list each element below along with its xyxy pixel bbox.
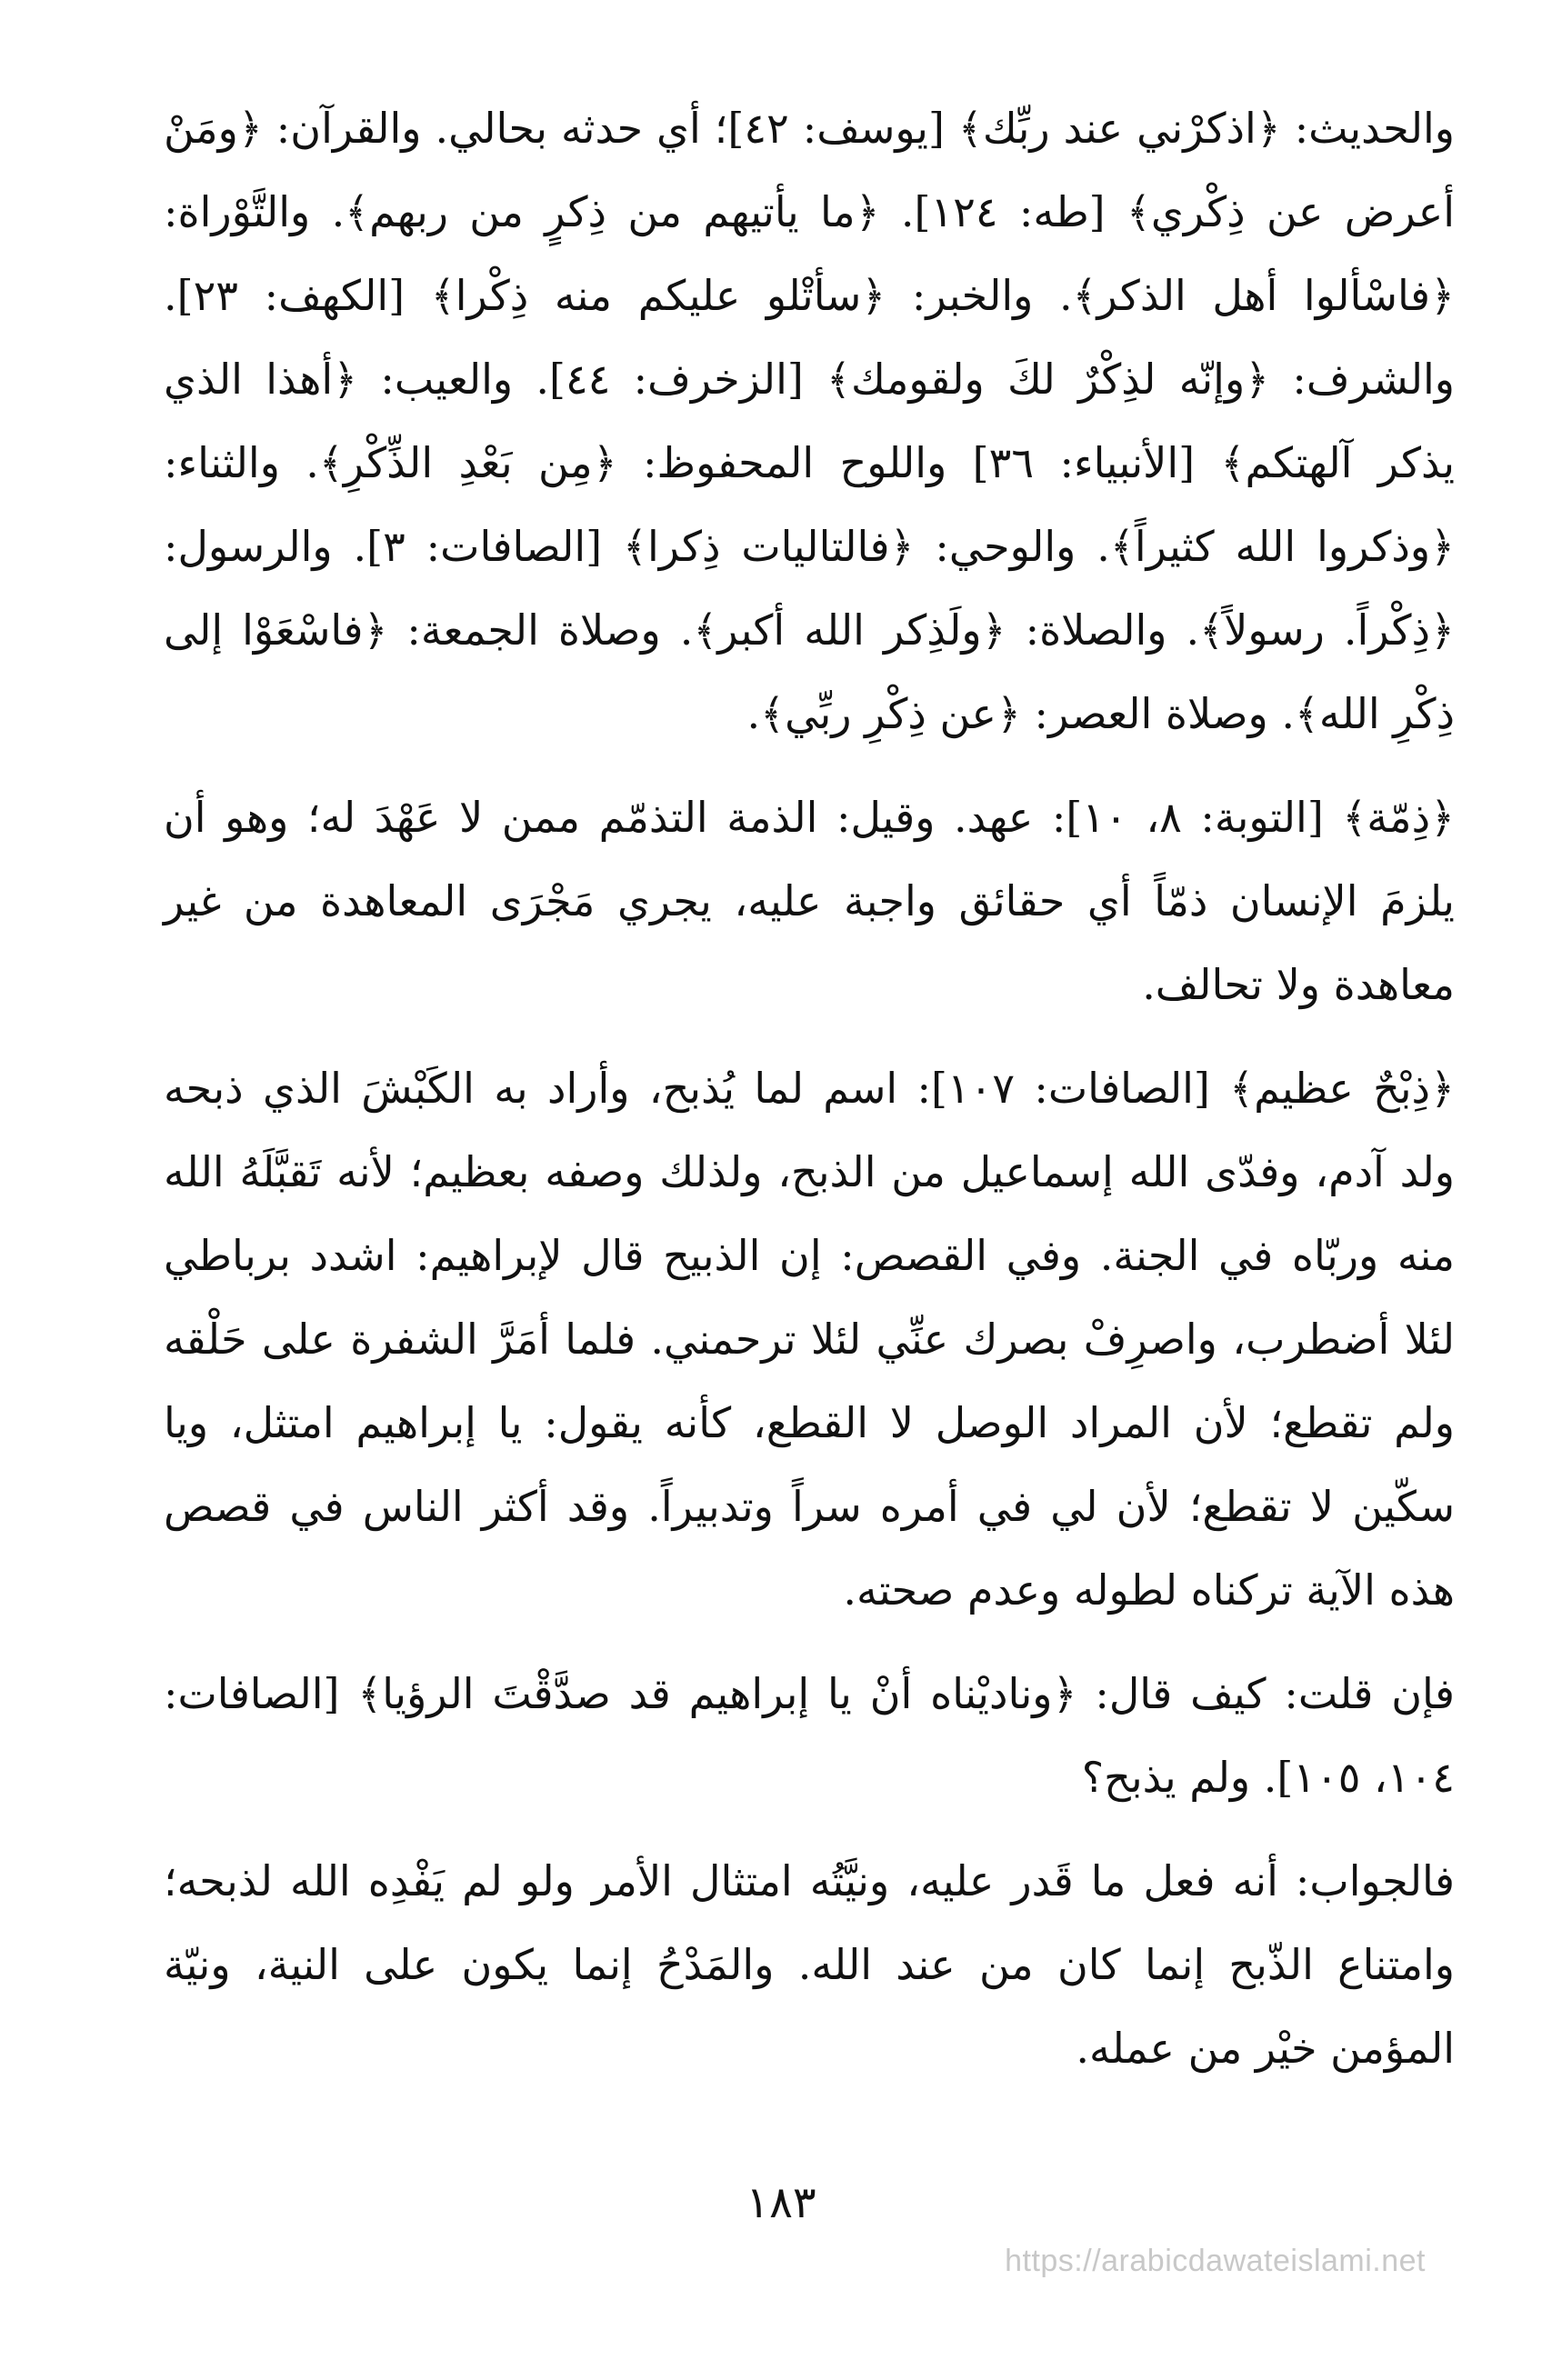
paragraph-dhikr-meanings: والحديث: ﴿اذكرْني عند ربِّك﴾ [يوسف: ٤٢]؛ أي حدثه بحالي. والقرآن: ﴿ومَنْ أعرض عن ذِكْري﴾ [طه: ١٢٤]. ﴿ما يأتيهم من ذِكرٍ من ربهم﴾. والتَّوْراة: ﴿فاسْألوا أهل الذكر﴾. والخبر: ﴿سأتْلو عليكم منه ذِكْرا﴾ [الكهف: ٢٣]. والشرف: ﴿وإنّه لذِكْرٌ لكَ ولقومك﴾ [الزخرف: ٤٤]. والعيب: ﴿أهذا الذي يذكر آلهتكم﴾ [الأنبياء: ٣٦] واللوح المحفوظ: ﴿مِن بَعْدِ الذِّكْرِ﴾. والثناء: ﴿وذكروا الله كثيراً﴾. والوحي: ﴿فالتاليات ذِكرا﴾ [الصافات: ٣]. والرسول: ﴿ذِكْراً. رسولاً﴾. والصلاة: ﴿ولَذِكر الله أكبر﴾. وصلاة الجمعة: ﴿فاسْعَوْا إلى ذِكْرِ الله﴾. وصلاة العصر: ﴿عن ذِكْرِ ربِّي﴾. xyxy=(164,104,1456,738)
page-number: ١٨٣ xyxy=(746,2177,816,2228)
paragraph-question: فإن قلت: كيف قال: ﴿وناديْناه أنْ يا إبراهيم قد صدَّقْتَ الرؤيا﴾ [الصافات: ١٠٤، ١٠٥]. ولم يذبح؟ xyxy=(164,1669,1455,1802)
site-watermark: https://arabicdawateislami.net xyxy=(1005,2244,1426,2278)
page-body xyxy=(164,86,1455,2110)
paragraph-answer: فالجواب: أنه فعل ما قَدر عليه، ونيَّتُه امتثال الأمر ولو لم يَفْدِه الله لذبحه؛ وامتناع الذّبح إنما كان من عند الله. والمَدْحُ إنما يكون على النية، ونيّة المؤمن خيْر من عمله. xyxy=(164,1856,1455,2073)
paragraph-dhimma: ﴿ذِمّة﴾ [التوبة: ٨، ١٠]: عهد. وقيل: الذمة التذمّم ممن لا عَهْدَ له؛ وهو أن يلزمَ الإنسان ذمّاً أي حقائق واجبة عليه، يجري مَجْرَى المعاهدة من غير معاهدة ولا تحالف. xyxy=(164,793,1456,1009)
paragraph-dhibh-azim: ﴿ذِبْحٌ عظيم﴾ [الصافات: ١٠٧]: اسم لما يُذبح، وأراد به الكَبْشَ الذي ذبحه ولد آدم، وفدّى الله إسماعيل من الذبح، ولذلك وصفه بعظيم؛ لأنه تَقبَّلَهُ الله منه وربّاه في الجنة. وفي القصص: إن الذبيح قال لإبراهيم: اشدد برباطي لئلا أضطرب، واصرِفْ بصرك عنِّي لئلا ترحمني. فلما أمَرَّ الشفرة على حَلْقه ولم تقطع؛ لأن المراد الوصل لا القطع، كأنه يقول: يا إبراهيم امتثل، ويا سكّين لا تقطع؛ لأن لي في أمره سراً وتدبيراً. وقد أكثر الناس في قصص هذه الآية تركناه لطوله وعدم صحته. xyxy=(164,1064,1455,1615)
